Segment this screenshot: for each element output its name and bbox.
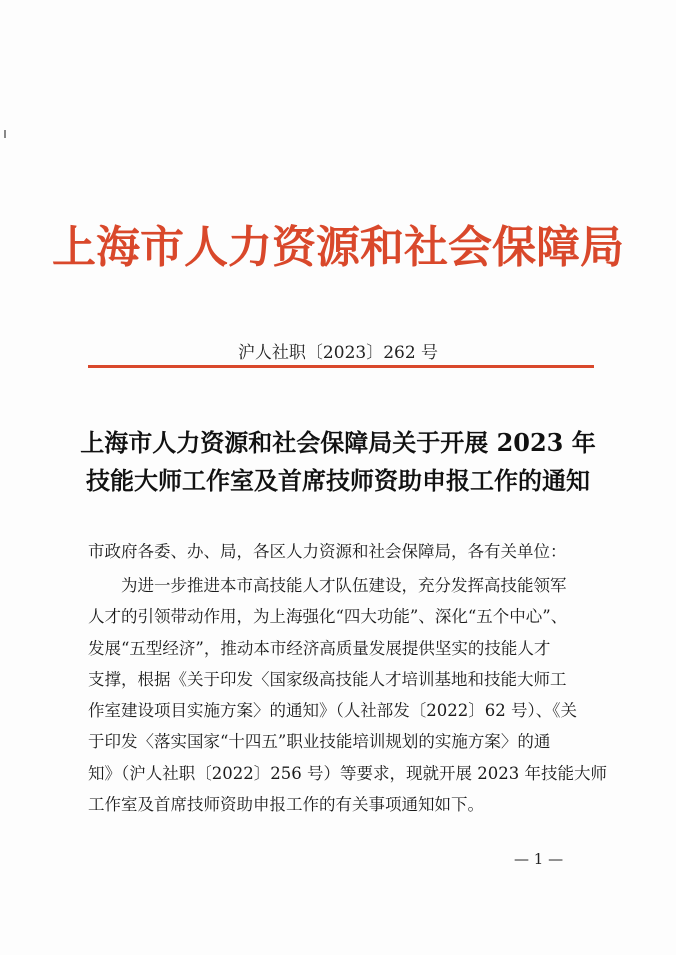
body-line: 于印发〈落实国家“十四五”职业技能培训规划的实施方案〉的通 xyxy=(88,732,551,752)
body-line: 人才的引领带动作用，为上海强化“四大功能”、深化“五个中心”、 xyxy=(88,607,568,627)
document-title-line-2: 技能大师工作室及首席技师资助申报工作的通知 xyxy=(86,466,590,495)
document-number: 沪人社职〔2023〕262 号 xyxy=(237,343,439,363)
body-paragraph xyxy=(88,570,607,820)
salutation: 市政府各委、办、局，各区人力资源和社会保障局，各有关单位： xyxy=(88,542,567,561)
body-line: 作室建设项目实施方案〉的通知》（人社部发〔2022〕62 号）、《关 xyxy=(88,701,577,721)
binding-mark xyxy=(4,130,6,138)
body-line: 为进一步推进本市高技能人才队伍建设，充分发挥高技能领军 xyxy=(88,576,567,595)
letterhead-issuer: 上海市人力资源和社会保障局 xyxy=(52,222,624,273)
document-title-line-1: 上海市人力资源和社会保障局关于开展 2023 年 xyxy=(80,428,596,457)
body-line: 支撑，根据《关于印发〈国家级高技能人才培训基地和技能大师工 xyxy=(88,669,567,689)
page-number: — 1 — xyxy=(514,850,564,868)
document-title xyxy=(60,424,616,500)
red-divider-line xyxy=(88,365,594,368)
body-line: 发展“五型经济”，推动本市经济高质量发展提供坚实的技能人才 xyxy=(88,638,551,658)
body-line: 工作室及首席技师资助申报工作的有关事项通知如下。 xyxy=(88,795,484,815)
body-line: 知》（沪人社职〔2022〕256 号）等要求，现就开展 2023 年技能大师 xyxy=(88,763,607,783)
